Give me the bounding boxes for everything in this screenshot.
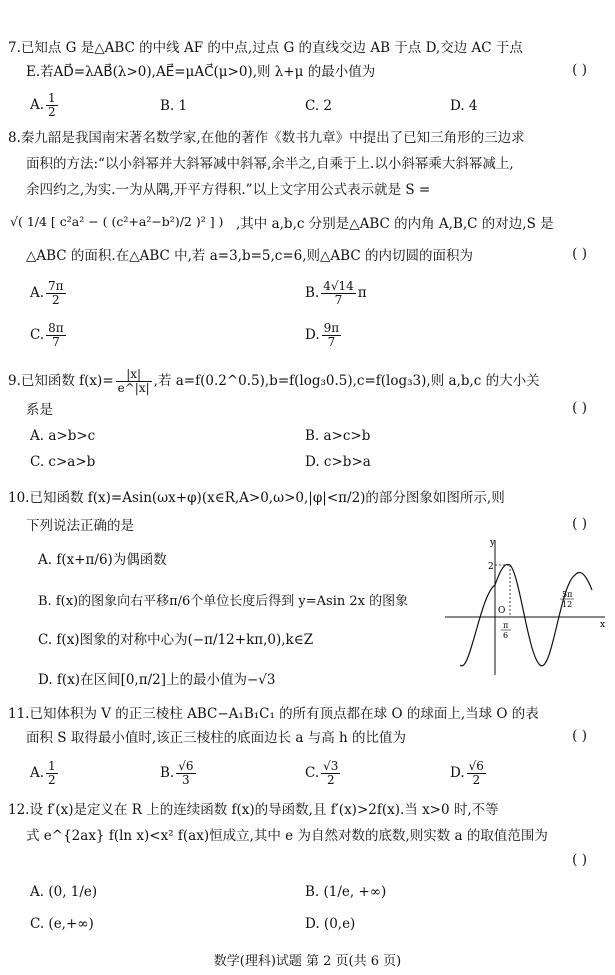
q8-line1: 8.秦九韶是我国南宋著名数学家,在他的著作《数书九章》中提出了已知三角形的三边求	[8, 130, 525, 146]
q12-paren: ( )	[572, 852, 587, 868]
q8-heron-formula: √( 1/4 [ c²a² − ( (c²+a²−b²)/2 )² ] )	[10, 214, 224, 229]
q12-option-a: A. (0, 1/e)	[30, 884, 98, 900]
y-label: y	[490, 538, 496, 548]
q8-option-b: B. $\frac{4√14}{7}$ π	[305, 279, 367, 307]
q12-option-c: C. (e,+∞)	[30, 916, 94, 932]
q12-option-b: B. (1/e, +∞)	[305, 884, 387, 900]
origin-label: O	[498, 606, 506, 616]
q9-option-d: D. c>b>a	[305, 454, 371, 470]
q12-option-d: D. (0,e)	[305, 916, 356, 932]
q7-option-c: C. 2	[305, 98, 333, 114]
q8-line2: 面积的方法:“以小斜幂并大斜幂减中斜幂,余半之,自乘于上.以小斜幂乘大斜幂减上,	[26, 156, 514, 172]
q12-line2: 式 e^{2ax} f(ln x)<x² f(ax)恒成立,其中 e 为自然对数的底数,则实数 a 的取值范围为	[26, 828, 548, 844]
q7-option-b: B. 1	[160, 98, 188, 114]
q12-line1: 12.设 f′(x)是定义在 R 上的连续函数 f(x)的导函数,且 f′(x)>2f(x).当 x>0 时,不等	[8, 802, 499, 818]
q11-line1: 11.已知体积为 V 的正三棱柱 ABC−A₁B₁C₁ 的所有顶点都在球 O 的球面上,当球 O 的表	[8, 706, 539, 722]
q10-paren: ( )	[572, 516, 587, 532]
xtick-pi-6-den: 6	[503, 631, 509, 640]
q7-option-d: D. 4	[450, 98, 478, 114]
q7-paren: ( )	[572, 62, 587, 78]
q11-option-a: A. $\frac{1}{2}$	[30, 759, 56, 787]
q9-paren: ( )	[572, 400, 587, 416]
x-label: x	[600, 620, 606, 630]
q11-option-c: C. $\frac{√3}{2}$	[305, 759, 339, 787]
q9-option-b: B. a>c>b	[305, 428, 371, 444]
q8-line4: ,其中 a,b,c 分别是△ABC 的内角 A,B,C 的对边,S 是	[236, 216, 554, 232]
q9-option-a: A. a>b>c	[30, 428, 96, 444]
q9-line2: 系是	[26, 402, 53, 418]
q10-option-a: A. f(x+π/6)为偶函数	[38, 552, 167, 568]
q8-paren: ( )	[572, 246, 587, 262]
q10-option-b: B. f(x)的图象向右平移π/6个单位长度后得到 y=Asin 2x 的图象	[38, 594, 409, 609]
curve-fall	[510, 565, 592, 666]
q11-paren: ( )	[572, 728, 587, 744]
xtick-5pi-12-den: 12	[562, 600, 573, 609]
q7-line2: E.若AD⃗=λAB⃗(λ>0),AE⃗=μAC⃗(μ>0),则 λ+μ 的最小值为	[26, 64, 376, 80]
q8-line5: △ABC 的面积.在△ABC 中,若 a=3,b=5,c=6,则△ABC 的内切圆的面积为	[26, 248, 473, 264]
q10-option-c: C. f(x)图象的对称中心为(−π/12+kπ,0),k∈Z	[38, 632, 314, 648]
q11-option-d: D. $\frac{√6}{2}$	[450, 759, 484, 787]
q11-line2: 面积 S 取得最小值时,该正三棱柱的底面边长 a 与高 h 的比值为	[26, 730, 407, 746]
q10-option-d: D. f(x)在区间[0,π/2]上的最小值为−√3	[38, 672, 276, 688]
q8-line3: 余四约之,为实.一为从隅,开平方得积.”以上文字用公式表示就是 S =	[26, 182, 431, 198]
q11-option-b: B. $\frac{√6}{3}$	[160, 759, 194, 787]
q9-line1: 9.已知函数 f(x)= $\frac{|x|}{e\^{}|x|}$ ,若 a=f(0.2^0.5),b=f(log₃0.5),c=f(log₃3),则 a,b,c 的大小关	[8, 367, 540, 395]
q9-option-c: C. c>a>b	[30, 454, 96, 470]
page-footer: 数学(理科)试题 第 2 页(共 6 页)	[213, 954, 402, 969]
q7-option-a: A. $\frac{1}{2}$	[30, 91, 56, 119]
xtick-5pi-12-num: 5π	[562, 590, 573, 599]
q10-sine-graph	[440, 535, 610, 685]
q8-option-a: A. $\frac{7\pi}{2}$	[30, 279, 64, 307]
q8-option-d: D. $\frac{9\pi}{7}$	[305, 321, 340, 349]
ytick-2: 2	[488, 562, 494, 572]
q8-option-c: C. $\frac{8\pi}{7}$	[30, 321, 64, 349]
q7-line1: 7.已知点 G 是△ABC 的中线 AF 的中点,过点 G 的直线交边 AB 于点 D,交边 AC 于点	[8, 40, 523, 56]
q10-line1: 10.已知函数 f(x)=Asin(ωx+φ)(x∈R,A>0,ω>0,|φ|<π/2)的部分图象如图所示,则	[8, 490, 505, 506]
q10-line2: 下列说法正确的是	[26, 518, 134, 534]
xtick-pi-6-num: π	[503, 621, 509, 630]
